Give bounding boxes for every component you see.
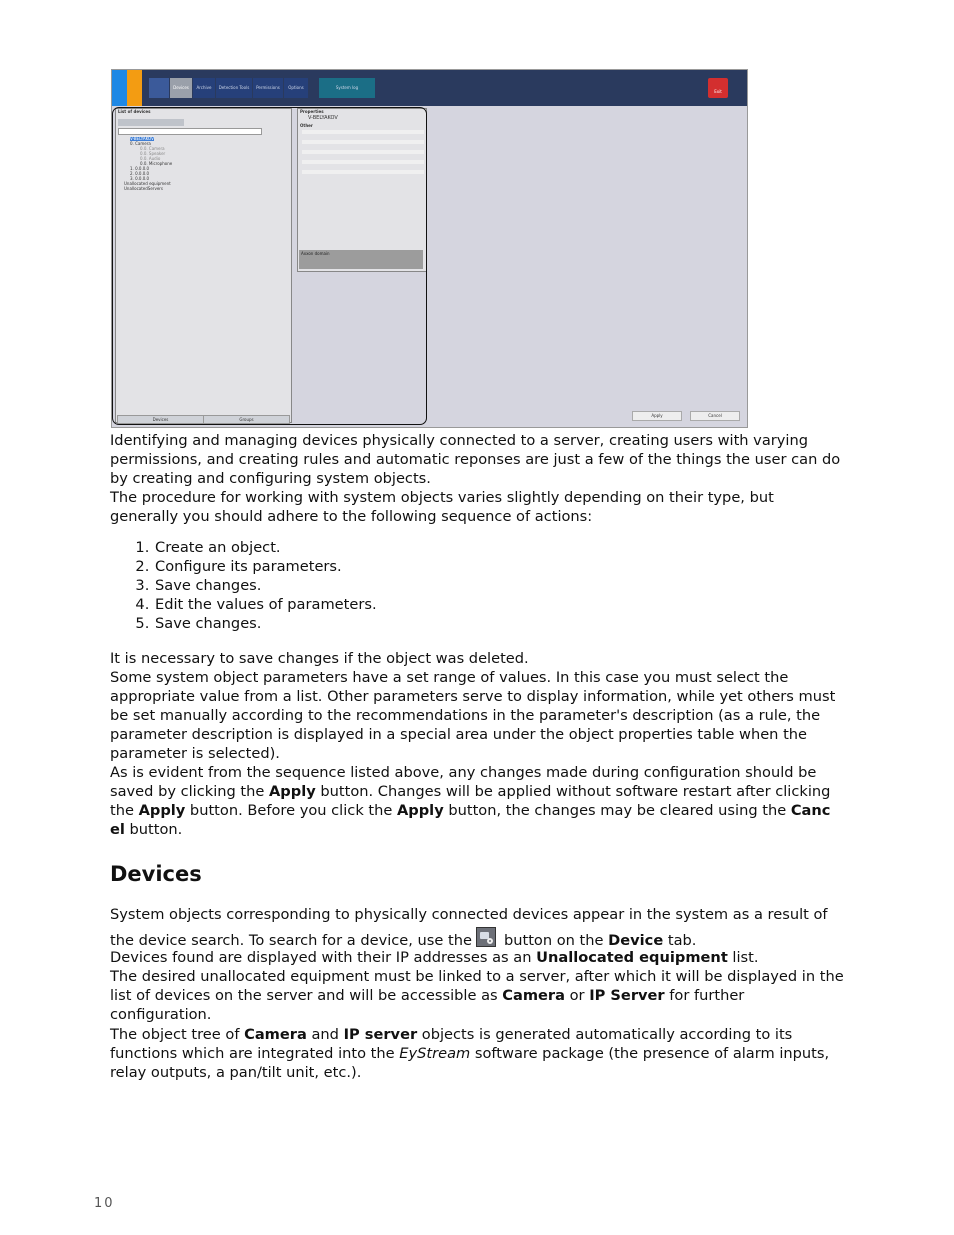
apply-term: Apply	[138, 802, 186, 819]
alert-icon	[127, 70, 142, 106]
list-title: List of devices	[118, 109, 151, 114]
tree-item: 0.0. Audio	[140, 156, 161, 161]
devices-paragraph-4: The object tree of Camera and IP server objects is generated automatically according to its functions which are integrated into the EyStream software package (the presence of alarm inputs, relay outputs, a pan/tilt unit, etc.).	[110, 1026, 830, 1081]
tree-item: UnallocatedServers	[124, 186, 164, 191]
tree-item: 0.0. Camera	[140, 146, 165, 151]
exit-button: Exit	[708, 78, 728, 98]
tab-devices: Devices	[170, 78, 192, 98]
tree-item: 2. 0.0.0.0	[130, 171, 150, 176]
props-title: Properties	[300, 109, 324, 114]
props-section: Other	[300, 123, 313, 128]
list-item: 2. Configure its parameters.	[154, 557, 377, 576]
body-paragraph-4: Some system object parameters have a set range of values. In this case you must select the appropriate value from a list. Other parameters serve to display information, while yet others must be set manually according to the recommendations in the parameter's description (as a rule, the parameter description is displayed in a special area under the object properties table when the parameter is selected).	[110, 669, 836, 762]
tab-archive: Archive	[193, 78, 215, 98]
intro-paragraph-1: Identifying and managing devices physically connected to a server, creating users with varying permissions, and creating rules and automatic reponses are just a few of the things the user can do by creating and configuring system objects.	[110, 432, 841, 487]
tab-system-log: System log	[319, 78, 375, 98]
config-screenshot	[111, 69, 748, 428]
apply-button: Apply	[632, 411, 682, 421]
ip-server-term: IP Server	[589, 987, 665, 1004]
body-paragraph-5: As is evident from the sequence listed above, any changes made during configuration should be saved by clicking the Apply button. Changes will be applied without software restart after clicking the Apply button. Before you click the Apply button, the changes may be cleared using the Canc el button.	[110, 764, 831, 838]
settings-gear-icon	[149, 78, 169, 98]
apply-term: Apply	[269, 783, 316, 800]
steps-list	[110, 538, 377, 633]
tree-item: 3. 0.0.0.0	[130, 176, 150, 181]
page-number: 10	[94, 1196, 115, 1211]
tree-item: 0.0. Speaker	[140, 151, 166, 156]
top-toolbar	[112, 70, 747, 106]
cancel-term: Canc el	[110, 802, 831, 838]
unallocated-term: Unallocated equipment	[536, 949, 728, 966]
body-paragraph-3: It is necessary to save changes if the object was deleted.	[110, 650, 529, 667]
tree-item: 0.0. Microphone	[140, 161, 173, 166]
section-heading-devices: Devices	[110, 862, 202, 886]
camera-term: Camera	[244, 1026, 307, 1043]
list-item: 4. Edit the values of parameters.	[154, 595, 377, 614]
list-item: 1. Create an object.	[154, 538, 377, 557]
tree-item: V-BELYAKOV	[130, 136, 154, 141]
apply-term: Apply	[397, 802, 444, 819]
tab-detection-tools: Detection Tools	[216, 78, 252, 98]
device-tab-term: Device	[608, 932, 664, 949]
props-node: V-BELYAKOV	[308, 115, 338, 121]
list-item: 5. Save changes.	[154, 614, 377, 633]
panel-tab-devices: Devices	[117, 415, 204, 424]
device-search-icon	[476, 927, 496, 947]
menu-icon	[112, 70, 127, 106]
devices-paragraph-1: System objects corresponding to physically connected devices appear in the system as a result of the device search. To search for a device, use the button on the Device tab.	[110, 906, 828, 949]
devices-paragraph-2: Devices found are displayed with their IP addresses as an Unallocated equipment list.	[110, 949, 759, 966]
cancel-button: Cancel	[690, 411, 740, 421]
eystream-term: EyStream	[399, 1045, 471, 1062]
camera-term: Camera	[502, 987, 565, 1004]
intro-paragraph-2: The procedure for working with system objects varies slightly depending on their type, but generally you should adhere to the following sequence of actions:	[110, 489, 774, 525]
ip-server-term: IP server	[343, 1026, 418, 1043]
tab-options: Options	[284, 78, 308, 98]
tree-item: Unallocated equipment	[124, 181, 171, 186]
panel-tab-groups: Groups	[203, 415, 290, 424]
highlight-outline	[112, 107, 427, 425]
list-item: 3. Save changes.	[154, 576, 377, 595]
desc-label: Axxon domain	[301, 251, 330, 256]
tree-item: 1. 0.0.0.0	[130, 166, 150, 171]
devices-paragraph-3: The desired unallocated equipment must be linked to a server, after which it will be displayed in the list of devices on the server and will be accessible as Camera or IP Server for further configuration.	[110, 968, 844, 1023]
tree-item: 0. Camera	[130, 141, 151, 146]
tab-permissions: Permissions	[253, 78, 283, 98]
